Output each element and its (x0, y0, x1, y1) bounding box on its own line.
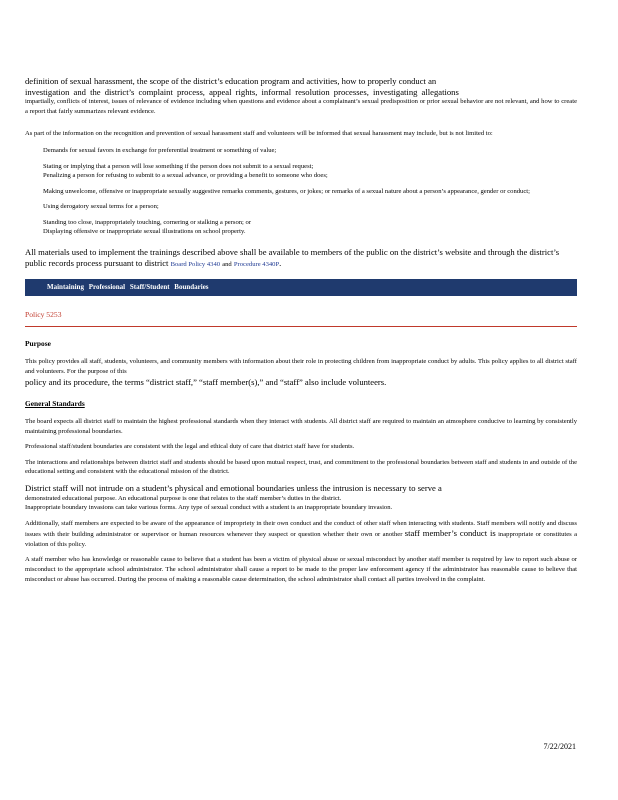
purpose-paragraph-cont: policy and its procedure, the terms “district staff,” “staff member(s),” and “staff” also include volunteers. (25, 376, 387, 387)
document-page (25, 76, 577, 584)
list-item: Stating or implying that a person will lose something if the person does not submit to a sexual request; (25, 162, 577, 172)
bullet-icon (25, 146, 43, 156)
list-item: Demands for sexual favors in exchange for preferential treatment or something of value; (25, 146, 577, 156)
list-item: Penalizing a person for refusing to submit to a sexual advance, or providing a benefit to someone who does; (25, 171, 577, 181)
harassment-examples-list (25, 146, 577, 237)
general-standards-heading: General Standards (25, 399, 85, 409)
bullet-icon (25, 218, 43, 228)
standards-paragraph-7: A staff member who has knowledge or reasonable cause to believe that a student has been a victim of physical abuse or sexual misconduct by another staff member is required by law to report such abuse or misconduct to the appropriate school administrator. The school administrator shall cause a report to be made to the proper law enforcement agency if the administrator has reasonable cause to believe that misconduct or abuse has occurred. During the process of making a reasonable cause determination, the school administrator shall contact all parties involved in the complaint. (25, 556, 577, 583)
footer-date: 7/22/2021 (543, 742, 576, 751)
materials-paragraph: All materials used to implement the trainings described above shall be available to members of the public on the district’s website and through the district’s public records process pursuant to district Board Policy 4340 and Procedure 4340P. (25, 246, 560, 268)
intro-line-2: investigation and the district’s complaint process, appeal rights, informal resolution processes, investigating allegations (25, 86, 459, 97)
list-item: Displaying offensive or inappropriate sexual illustrations on school property. (25, 227, 577, 237)
section-banner: Maintaining Professional Staff/Student Boundaries (25, 279, 577, 296)
policy-number: Policy 5253 (25, 306, 577, 327)
board-policy-link[interactable]: Board Policy 4340 (170, 260, 221, 268)
list-item: Using derogatory sexual terms for a person; (25, 202, 577, 212)
recognition-paragraph: As part of the information on the recognition and prevention of sexual harassment staff and volunteers will be informed that sexual harassment may include, but is not limited to: (25, 129, 493, 137)
purpose-heading: Purpose (25, 339, 51, 349)
purpose-paragraph: This policy provides all staff, students, volunteers, and community members with information about their role in protecting children from inappropriate conduct by adults. This policy applies to all district staff and volunteers. For the purpose of this (25, 358, 577, 375)
bullet-icon (25, 162, 43, 172)
list-item: Standing too close, inappropriately touching, cornering or stalking a person; or (25, 218, 577, 228)
procedure-link[interactable]: Procedure 4340P (233, 260, 280, 268)
standards-paragraph-6: Additionally, staff members are expected to be aware of the appearance of impropriety in their own conduct and the conduct of other staff when interacting with students. Staff members will notify and discuss issues with their building administrator or supervisor or human resources whenever they suspect or question whether their own or another staff member’s conduct is inappropriate or constitutes a violation of this policy. (25, 519, 578, 548)
bullet-icon (25, 187, 43, 197)
standards-paragraph-4: District staff will not intrude on a student’s physical and emotional boundaries unless the intrusion is necessary to serve a (25, 483, 442, 493)
intro-rest: impartially, conflicts of interest, issues of relevance of evidence including when questions and evidence about a complainant’s sexual predisposition or prior sexual behavior are not relevant, and how to create a report that fairly summarizes relevant evidence. (25, 98, 577, 116)
bullet-icon (25, 171, 43, 181)
standards-paragraph-4-cont: demonstrated educational purpose. An educational purpose is one that relates to the staff member’s duties in the district. (25, 494, 342, 502)
standards-paragraph-2: Professional staff/student boundaries are consistent with the legal and ethical duty of care that district staff have for students. (25, 443, 355, 451)
list-item: Making unwelcome, offensive or inappropriate sexually suggestive remarks comments, gestures, or jokes; or remarks of a sexual nature about a person’s appearance, gender or conduct; (25, 187, 577, 197)
standards-paragraph-5: Inappropriate boundary invasions can take various forms. Any type of sexual conduct with a student is an inappropriate boundary invasion. (25, 504, 393, 512)
standards-paragraph-1: The board expects all district staff to maintain the highest professional standards when they interact with students. All district staff are required to maintain an atmosphere conducive to learning by consistently maintaining professional boundaries. (25, 418, 577, 435)
bullet-icon (25, 202, 43, 212)
standards-paragraph-3: The interactions and relationships between district staff and students should be based upon mutual respect, trust, and commitment to the professional boundaries between staff and students in and outside of the educational setting and consistent with the educational mission of the district. (25, 458, 577, 476)
intro-line-1: definition of sexual harassment, the scope of the district’s education program and activities, how to properly conduct an (25, 76, 437, 86)
bullet-icon (25, 227, 43, 237)
